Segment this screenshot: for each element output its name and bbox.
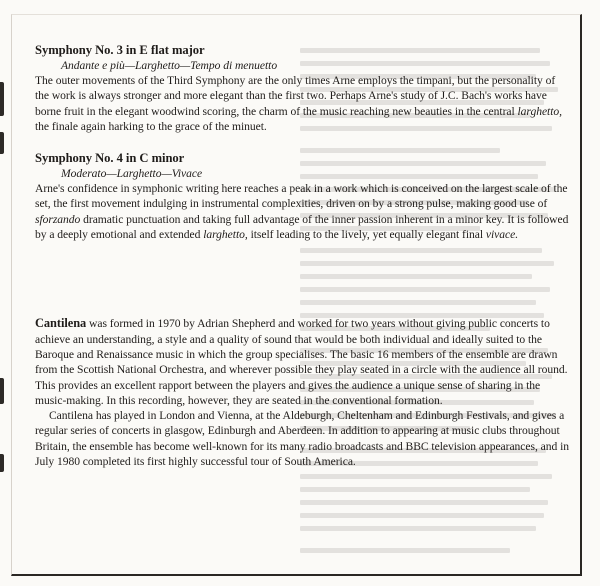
binding-mark [0,378,4,404]
cantilena-name: Cantilena [35,316,87,331]
binding-mark [0,82,4,116]
cantilena-section [35,316,570,469]
symphony-3-section [35,42,570,134]
symphony-3-tempi: Andante e più—Larghetto—Tempo di menuetto [61,59,278,72]
symphony-3-description: The outer movements of the Third Symphony are the only times Arne employs the timpani, but the personality of the work is always stronger and more elegant than the first two. Perhaps Arne's study of J.C. Bach's works have borne fruit in the elegant woodwind scoring, the charm of the music reaching new beauties in the central larghetto, the finale again harking to the grace of the minuet. [35,74,562,133]
cantilena-paragraph-1 [35,316,570,408]
binding-mark [0,454,4,472]
binding-mark [0,132,4,154]
cantilena-paragraph-2: Cantilena has played in London and Vienna, at the Aldeburgh, Cheltenham and Edinburgh Festivals, and gives a regular series of concerts in glasgow, Edinburgh and Aberdeen. In addition to appearing at music clubs throughout Britain, the ensemble has become well-known for its many radio broadcasts and BBC television appearances, and in July 1980 completed its first highly successful tour of South America. [35,409,570,469]
liner-notes [35,42,570,469]
symphony-4-tempi: Moderato—Larghetto—Vivace [61,167,203,181]
symphony-4-section [35,150,570,242]
cantilena-paragraph-1-text: was formed in 1970 by Adrian Shepherd and worked for two years without giving public concerts to achieve an understanding, a style and a quality of sound that would be both individual and ideally suited to the Baroque and Renaissance music in which the group specialises. The basic 16 members of the ensemble are drawn from the Scottish National Orchestra, and wherever possible they play seated in a circle with the audience all round. This provides an excellent rapport between the players and gives the audience a unique sense of sharing in the music-making. In this recording, however, they are seated in the conventional formation. [35,317,568,407]
symphony-3-title: Symphony No. 3 in E flat major [35,43,205,57]
symphony-4-title: Symphony No. 4 in C minor [35,151,185,166]
symphony-4-description: Arne's confidence in symphonic writing here reaches a peak in a work which is conceived on the largest scale of the set, the first movement indulging in instrumental complexities, driven on by a strong pulse, making good use of sforzando dramatic punctuation and taking full advantage of the inner passion inherent in a minor key. It is followed by a deeply emotional and extended larghetto, itself leading to the lively, yet equally elegant final vivace. [35,182,569,242]
